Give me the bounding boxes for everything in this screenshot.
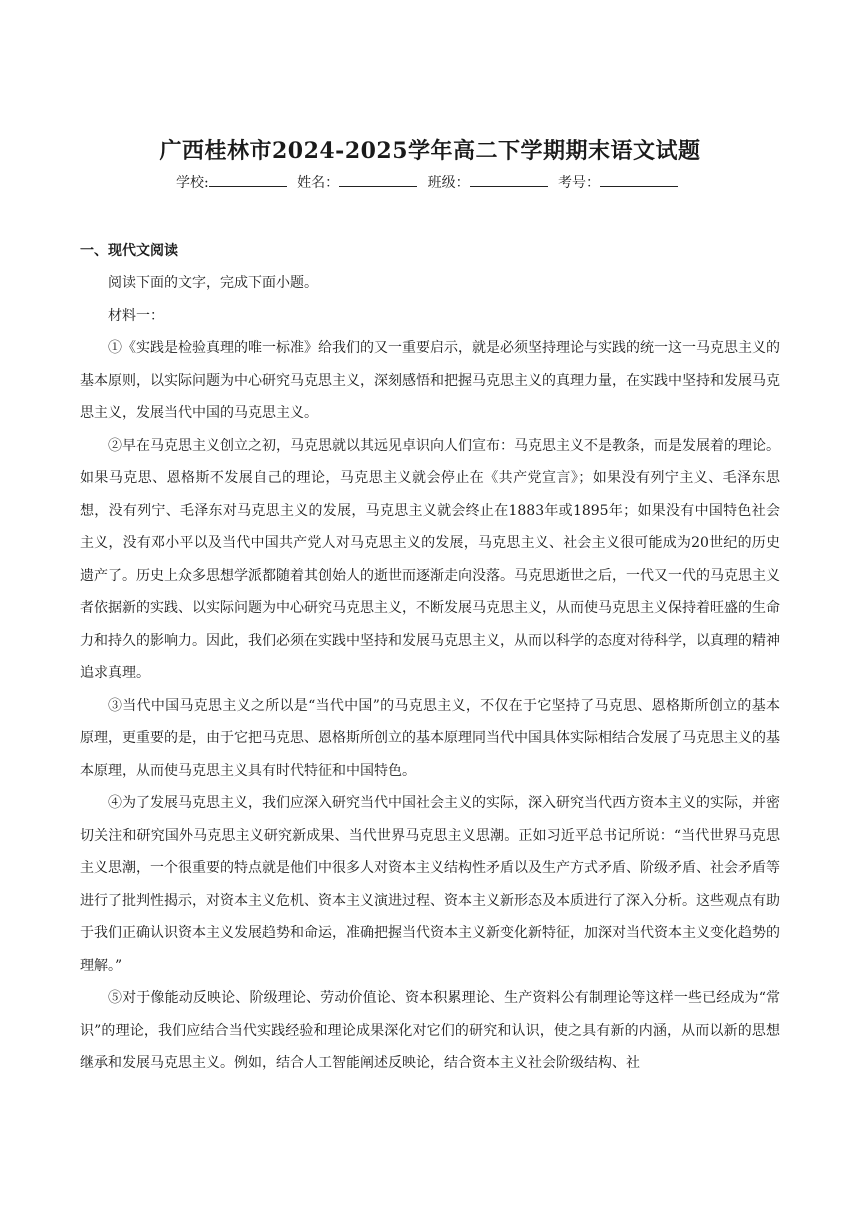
section-heading: 一、现代文阅读 [80,243,178,259]
reading-passage [80,267,780,1080]
paragraph-4: ④为了发展马克思主义，我们应深入研究当代中国社会主义的实际，深入研究当代西方资本主义的实际，并密切关注和研究国外马克思主义研究新成果、当代世界马克思主义思潮。正如习近平总书记所说：“当代世界马克思主义思潮，一个很重要的特点就是他们中很多人对资本主义结构性矛盾以及生产方式矛盾、阶级矛盾、社会矛盾等进行了批判性揭示，对资本主义危机、资本主义演进过程、资本主义新形态及本质进行了深入分析。这些观点有助于我们正确认识资本主义发展趋势和命运，准确把握当代资本主义新变化新特征，加深对当代资本主义变化趋势的理解。” [80,795,780,974]
material-label: 材料一： [108,307,164,324]
paragraph-3: ③当代中国马克思主义之所以是“当代中国”的马克思主义，不仅在于它坚持了马克思、恩格斯所创立的基本原理，更重要的是，由于它把马克思、恩格斯所创立的基本原理同当代中国具体实际相结合发展了马克思主义的基本原理，从而使马克思主义具有时代特征和中国特色。 [80,697,780,779]
class-blank [470,172,548,187]
instruction-text: 阅读下面的文字，完成下面小题。 [108,275,318,291]
class-label: 班级： [427,175,470,191]
name-label: 姓名： [297,175,340,191]
paragraph-1: ①《实践是检验真理的唯一标准》给我们的又一重要启示，就是必须坚持理论与实践的统一这一马克思主义的基本原则，以实际问题为中心研究马克思主义，深刻感悟和把握马克思主义的真理力量，在实践中坚持和发展马克思主义，发展当代中国的马克思主义。 [80,340,780,421]
paragraph-2: ②早在马克思主义创立之初，马克思就以其远见卓识向人们宣布：马克思主义不是教条，而是发展着的理论。如果马克思、恩格斯不发展自己的理论，马克思主义就会停止在《共产党宣言》；如果没有列宁主义、毛泽东思想，没有列宁、毛泽东对马克思主义的发展，马克思主义就会终止在1883年或1895年；如果没有中国特色社会主义，没有邓小平以及当代中国共产党人对马克思主义的发展，马克思主义、社会主义很可能成为20世纪的历史遗产了。历史上众多思想学派都随着其创始人的逝世而逐渐走向没落。马克思逝世之后，一代又一代的马克思主义者依据新的实践、以实际问题为中心研究马克思主义，不断发展马克思主义，从而使马克思主义保持着旺盛的生命力和持久的影响力。因此，我们必须在实践中坚持和发展马克思主义，从而以科学的态度对待科学，以真理的精神追求真理。 [80,437,780,681]
exam-title: 广西桂林市2024-2025学年高二下学期期末语文试题 [159,138,701,164]
school-blank [209,172,287,187]
student-info-line [0,172,860,194]
exam-number-label: 考号： [558,175,601,191]
name-blank [339,172,417,187]
school-label: 学校: [175,175,209,191]
exam-number-blank [600,172,678,187]
paragraph-5: ⑤对于像能动反映论、阶级理论、劳动价值论、资本积累理论、生产资料公有制理论等这样一些已经成为“常识”的理论，我们应结合当代实践经验和理论成果深化对它们的研究和认识，使之具有新的内涵，从而以新的思想继承和发展马克思主义。例如，结合人工智能阐述反映论，结合资本主义社会阶级结构、社 [80,990,780,1071]
